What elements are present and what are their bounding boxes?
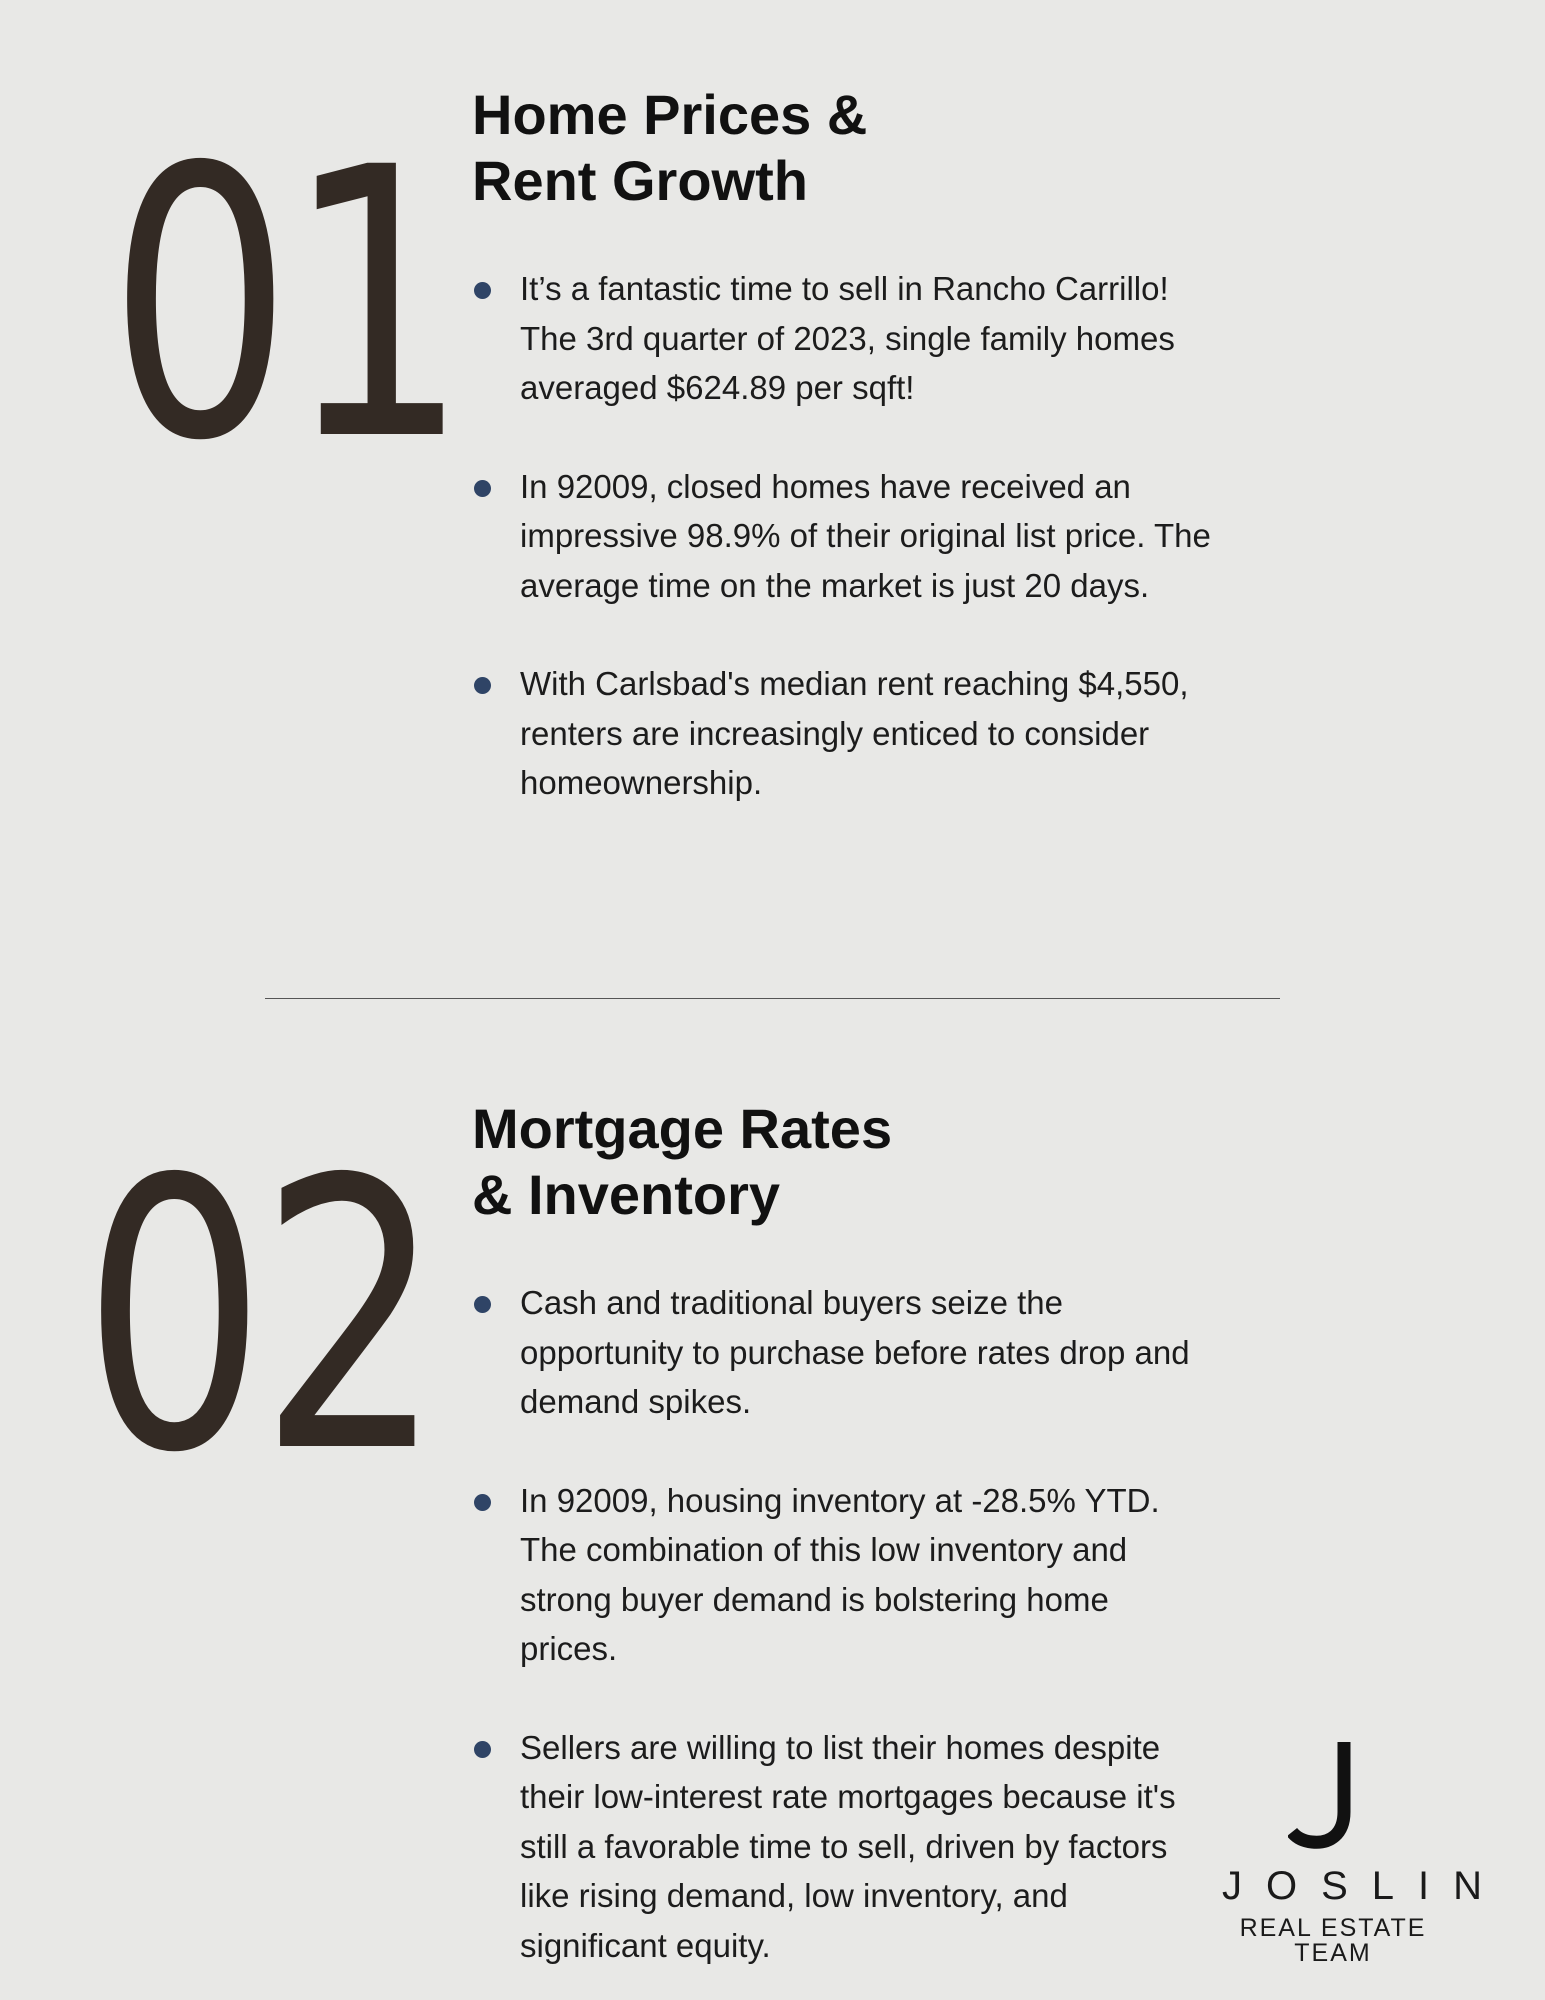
bullet-dot-icon: [474, 1494, 491, 1511]
logo-name: JOSLIN: [1222, 1864, 1507, 1908]
bullet-dot-icon: [474, 1296, 491, 1313]
bullet-dot-icon: [474, 282, 491, 299]
bullet-text: Cash and traditional buyers seize the opportunity to purchase before rates drop and demand spikes.: [520, 1284, 1190, 1420]
bullet-text: With Carlsbad's median rent reaching $4,550, renters are increasingly enticed to consider homeownership.: [520, 665, 1189, 801]
section-title: Mortgage Rates & Inventory: [472, 1097, 893, 1226]
bullet-list: [472, 1278, 1212, 1970]
section-mortgage-rates: [472, 1096, 1212, 1970]
bullet-dot-icon: [474, 677, 491, 694]
list-item: [472, 1476, 1212, 1674]
list-item: [472, 462, 1212, 611]
bullet-list: [472, 264, 1212, 808]
list-item: [472, 1278, 1212, 1427]
bullet-text: It’s a fantastic time to sell in Rancho Carrillo! The 3rd quarter of 2023, single family homes averaged $624.89 per sqft!: [520, 270, 1175, 406]
bullet-dot-icon: [474, 480, 491, 497]
section-home-prices: [472, 82, 1212, 808]
bullet-text: Sellers are willing to list their homes despite their low-interest rate mortgages because it's still a favorable time to sell, driven by factors like rising demand, low inventory, and significant equity.: [520, 1728, 1176, 1964]
section-title: Home Prices & Rent Growth: [472, 83, 868, 212]
joslin-logo: [1198, 1738, 1507, 1967]
bullet-text: In 92009, housing inventory at -28.5% YTD. The combination of this low inventory and strong buyer demand is bolstering home prices.: [520, 1481, 1160, 1667]
section-number-02: 02: [82, 1101, 436, 1534]
section-number-01: 01: [108, 89, 462, 522]
list-item: [472, 1723, 1212, 1971]
logo-subtitle: REAL ESTATE TEAM: [1239, 1914, 1427, 1967]
bullet-dot-icon: [474, 1741, 491, 1758]
logo-j-mark-icon: [1288, 1738, 1378, 1850]
list-item: [472, 264, 1212, 413]
list-item: [472, 659, 1212, 808]
bullet-text: In 92009, closed homes have received an impressive 98.9% of their original list price. The average time on the market is just 20 days.: [520, 467, 1211, 604]
section-divider: [265, 998, 1280, 999]
